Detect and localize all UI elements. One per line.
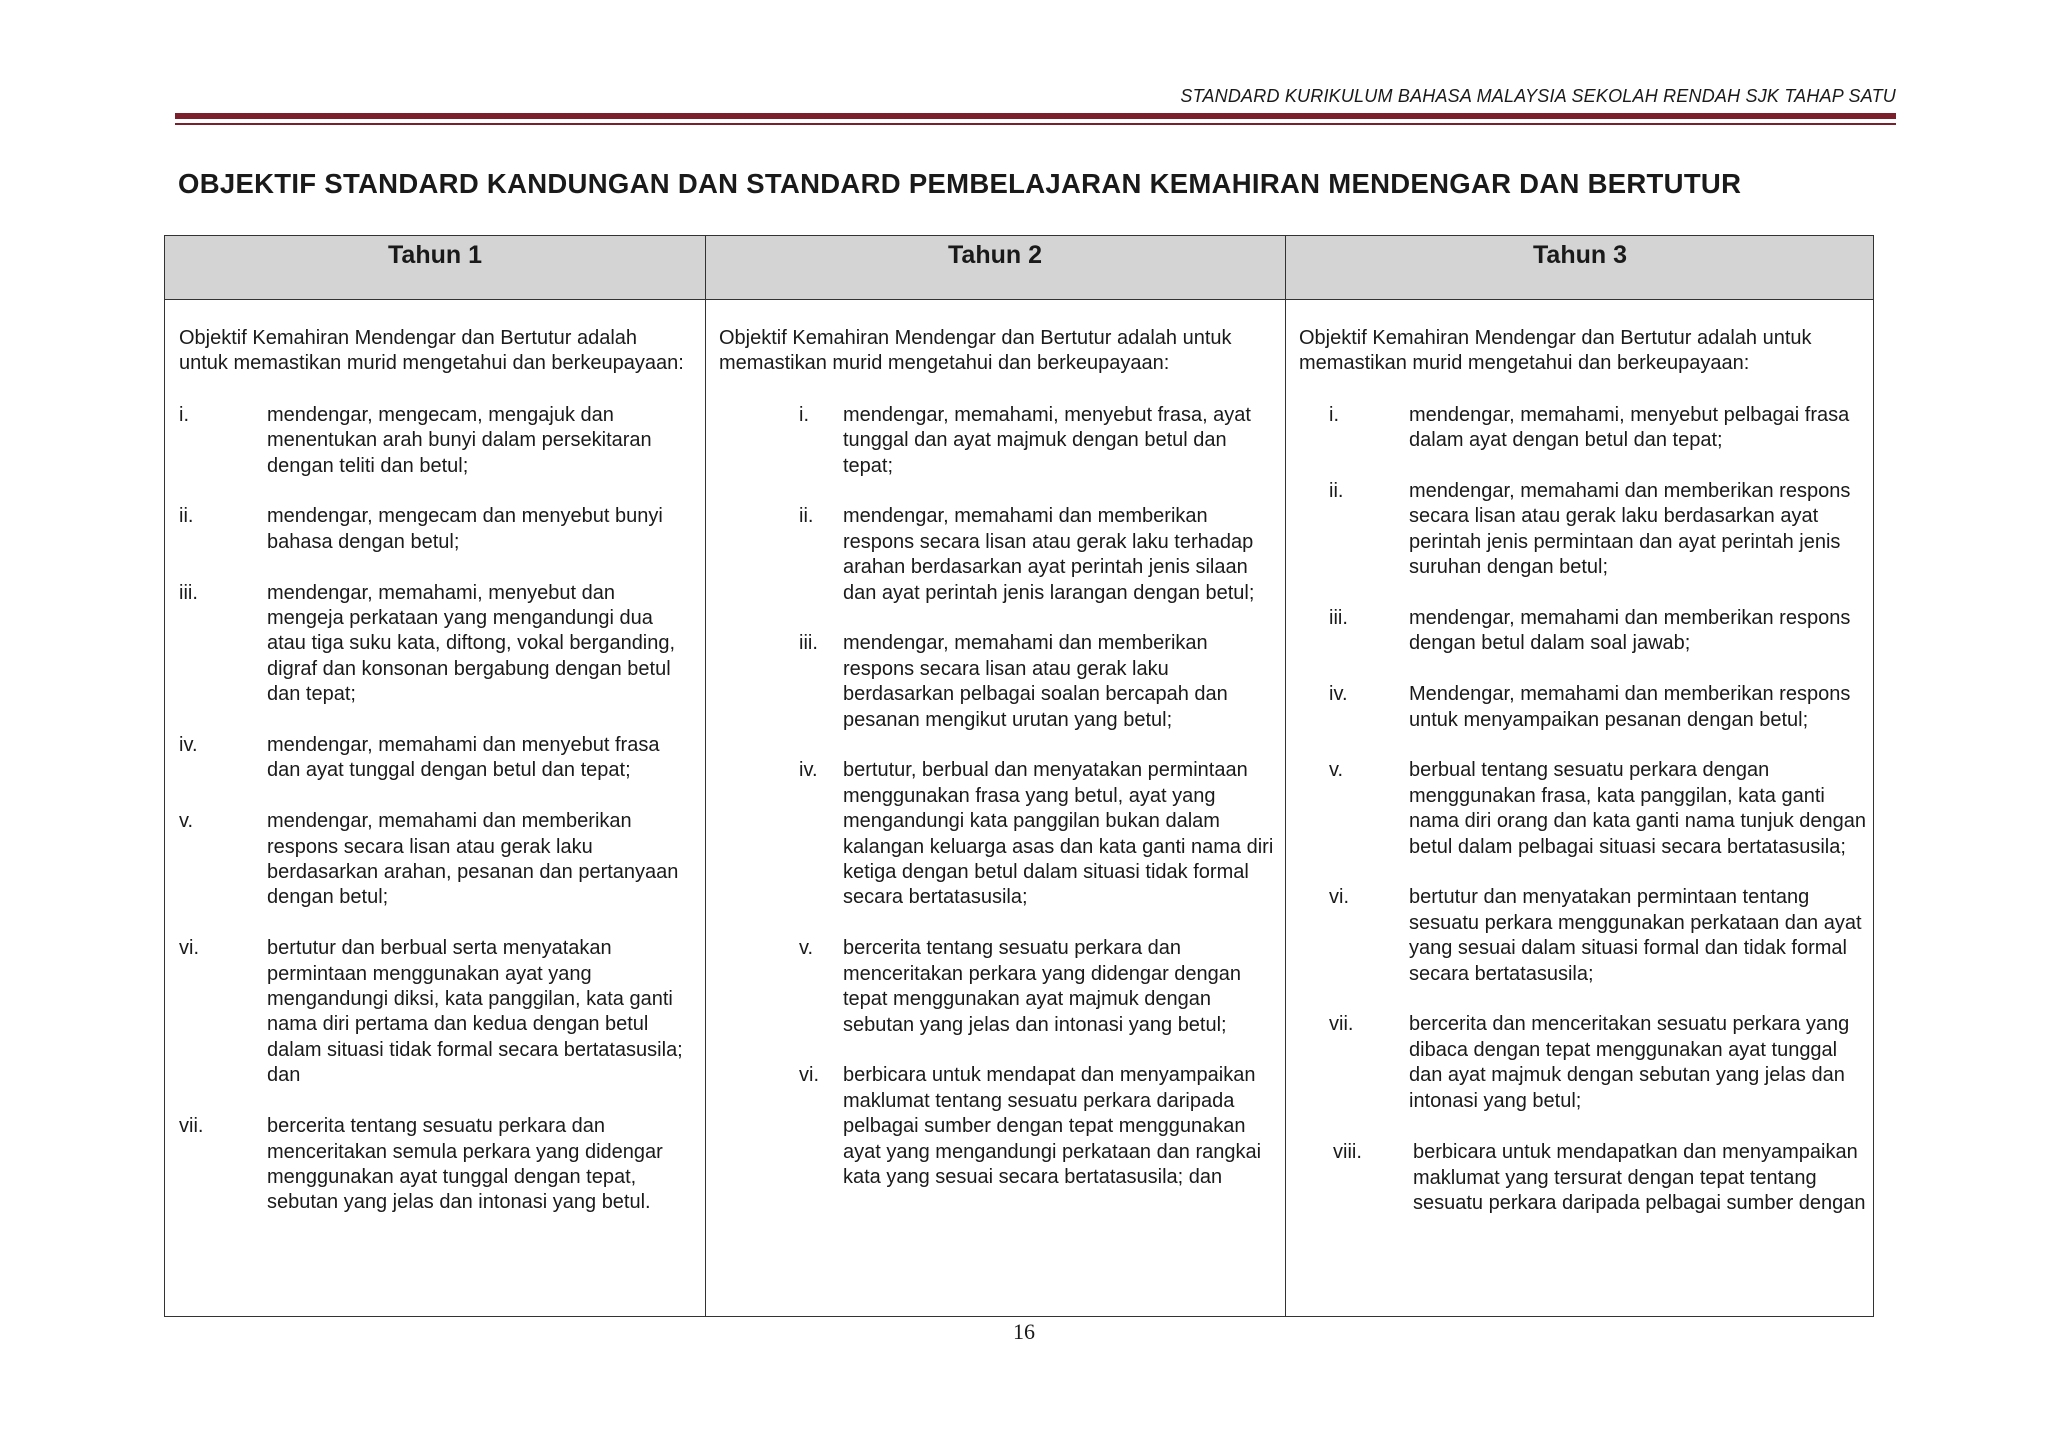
item-text: mendengar, memahami, menyebut pelbagai frasa dalam ayat dengan betul dan tepat; <box>1409 403 1850 452</box>
objectives-table <box>164 235 1874 1317</box>
item-number: iv. <box>799 759 818 782</box>
header-rule-thick <box>175 113 1896 119</box>
item-number: i. <box>799 403 809 426</box>
item-number: vi. <box>1329 886 1349 909</box>
item-text: mendengar, memahami dan memberikan respons secara lisan atau gerak laku terhadap arahan berdasarkan ayat perintah jenis silaan dan ayat perintah jenis larangan dengan betul; <box>843 505 1255 604</box>
heading-tahun-1: Tahun 1 <box>388 241 482 269</box>
item-text: mendengar, mengecam dan menyebut bunyi bahasa dengan betul; <box>267 505 663 553</box>
item-number: vii. <box>1329 1013 1354 1036</box>
item-number: vi. <box>799 1064 819 1087</box>
column-tahun-2 <box>719 326 1275 1316</box>
item-text: mendengar, mengecam, mengajuk dan menentukan arah bunyi dalam persekitaran dengan teliti dan betul; <box>267 403 652 477</box>
column-tahun-3 <box>1299 326 1869 1316</box>
item-text: bercerita tentang sesuatu perkara dan menceritakan perkara yang didengar dengan tepat menggunakan ayat majmuk dengan sebutan yang jelas dan intonasi yang betul; <box>843 937 1242 1036</box>
item-text: berbicara untuk mendapatkan dan menyampaikan maklumat yang tersurat dengan tepat tentang sesuatu perkara daripada pelbagai sumber dengan <box>1413 1141 1866 1214</box>
item-text: mendengar, memahami dan menyebut frasa dan ayat tunggal dengan betul dan tepat; <box>267 734 660 782</box>
objective-item <box>719 504 1275 606</box>
objective-item <box>1299 885 1869 987</box>
objective-item <box>179 809 691 911</box>
item-number: v. <box>1329 759 1344 782</box>
column-divider <box>705 236 706 1316</box>
item-number: ii. <box>799 505 814 528</box>
page-number: 16 <box>1013 1319 1035 1344</box>
item-text: bertutur dan menyatakan permintaan tentang sesuatu perkara menggunakan perkataan dan ayat yang sesuai dalam situasi formal dan tidak formal secara bertatasusila; <box>1409 886 1862 985</box>
item-number: iii. <box>179 581 198 604</box>
item-number: i. <box>179 403 189 426</box>
item-number: ii. <box>179 505 194 528</box>
heading-tahun-2: Tahun 2 <box>948 241 1042 269</box>
item-number: v. <box>799 937 814 960</box>
objective-item <box>179 403 691 479</box>
column-divider <box>1285 236 1286 1316</box>
objective-item <box>1299 758 1869 860</box>
item-text: mendengar, memahami dan memberikan respons secara lisan atau gerak laku berdasarkan pelbagai soalan bercapah dan pesanan mengikut urutan yang betul; <box>843 632 1228 731</box>
item-number: vi. <box>179 937 199 960</box>
item-text: mendengar, memahami, menyebut dan mengeja perkataan yang mengandungi dua atau tiga suku kata, diftong, vokal berganding, digraf dan konsonan bergabung dengan betul dan tepat; <box>267 581 676 706</box>
item-number: ii. <box>1329 480 1344 503</box>
item-text: bertutur, berbual dan menyatakan permintaan menggunakan frasa yang betul, ayat yang mengandungi kata panggilan bukan dalam kalangan keluarga asas dan kata ganti nama diri ketiga dengan betul dalam situasi tidak formal secara bertatasusila; <box>843 759 1274 909</box>
objective-item <box>719 936 1275 1038</box>
item-number: iv. <box>179 734 198 757</box>
objective-item <box>179 581 691 708</box>
objective-item <box>1299 403 1869 454</box>
objective-item <box>1299 479 1869 581</box>
item-text: mendengar, memahami dan memberikan respons secara lisan atau gerak laku berdasarkan arahan, pesanan dan pertanyaan dengan betul; <box>267 810 679 909</box>
column-tahun-1 <box>179 326 691 1316</box>
column-intro: Objektif Kemahiran Mendengar dan Bertutur adalah untuk memastikan murid mengetahui dan berkeupayaan: <box>719 327 1232 375</box>
objective-item <box>1299 682 1869 733</box>
header-rule-thin <box>175 123 1896 125</box>
item-number: iv. <box>1329 683 1348 706</box>
item-text: bercerita dan menceritakan sesuatu perkara yang dibaca dengan tepat menggunakan ayat tunggal dan ayat majmuk dengan sebutan yang jelas dan intonasi yang betul; <box>1409 1013 1850 1112</box>
objective-item <box>179 936 691 1088</box>
item-number: iii. <box>1329 607 1348 630</box>
item-text: bercerita tentang sesuatu perkara dan menceritakan semula perkara yang didengar menggunakan ayat tunggal dengan tepat, sebutan yang jelas dan intonasi yang betul. <box>267 1115 663 1214</box>
objective-item <box>179 504 691 555</box>
item-text: bertutur dan berbual serta menyatakan permintaan menggunakan ayat yang mengandungi diksi, kata panggilan, kata ganti nama diri pertama dan kedua dengan betul dalam situasi tidak formal secara bertatasusila; dan <box>267 937 683 1087</box>
objective-item <box>179 1114 691 1216</box>
objective-item <box>1299 1012 1869 1114</box>
item-text: mendengar, memahami dan memberikan respons dengan betul dalam soal jawab; <box>1409 607 1851 655</box>
objective-item <box>719 403 1275 479</box>
item-number: i. <box>1329 403 1339 426</box>
column-intro: Objektif Kemahiran Mendengar dan Bertutur adalah untuk memastikan murid mengetahui dan berkeupayaan: <box>1299 327 1812 375</box>
objective-item <box>1299 606 1869 657</box>
objective-item <box>719 631 1275 733</box>
item-number: viii. <box>1333 1141 1362 1164</box>
item-text: berbual tentang sesuatu perkara dengan menggunakan frasa, kata panggilan, kata ganti nama diri orang dan kata ganti nama tunjuk dengan betul dalam pelbagai situasi secara bertatasusila; <box>1409 759 1866 858</box>
objective-item <box>1299 1140 1869 1216</box>
item-number: v. <box>179 810 194 833</box>
objective-item <box>179 733 691 784</box>
item-text: mendengar, memahami, menyebut frasa, ayat tunggal dan ayat majmuk dengan betul dan tepat; <box>843 403 1251 477</box>
item-text: mendengar, memahami dan memberikan respons secara lisan atau gerak laku berdasarkan ayat perintah jenis permintaan dan ayat perintah jenis suruhan dengan betul; <box>1409 480 1851 579</box>
item-number: vii. <box>179 1115 204 1138</box>
item-text: berbicara untuk mendapat dan menyampaikan maklumat tentang sesuatu perkara daripada pelbagai sumber dengan tepat menggunakan ayat yang mengandungi perkataan dan rangkai kata yang sesuai secara bertatasusila; dan <box>843 1064 1262 1188</box>
page-title: OBJEKTIF STANDARD KANDUNGAN DAN STANDARD PEMBELAJARAN KEMAHIRAN MENDENGAR DAN BERTUTUR <box>178 168 1742 199</box>
item-text: Mendengar, memahami dan memberikan respons untuk menyampaikan pesanan dengan betul; <box>1409 683 1851 731</box>
item-number: iii. <box>799 632 818 655</box>
objective-item <box>719 758 1275 910</box>
objective-item <box>719 1063 1275 1190</box>
column-intro: Objektif Kemahiran Mendengar dan Bertutur adalah untuk memastikan murid mengetahui dan berkeupayaan: <box>179 327 684 375</box>
heading-tahun-3: Tahun 3 <box>1533 241 1627 269</box>
running-header: STANDARD KURIKULUM BAHASA MALAYSIA SEKOLAH RENDAH SJK TAHAP SATU <box>1180 86 1896 106</box>
